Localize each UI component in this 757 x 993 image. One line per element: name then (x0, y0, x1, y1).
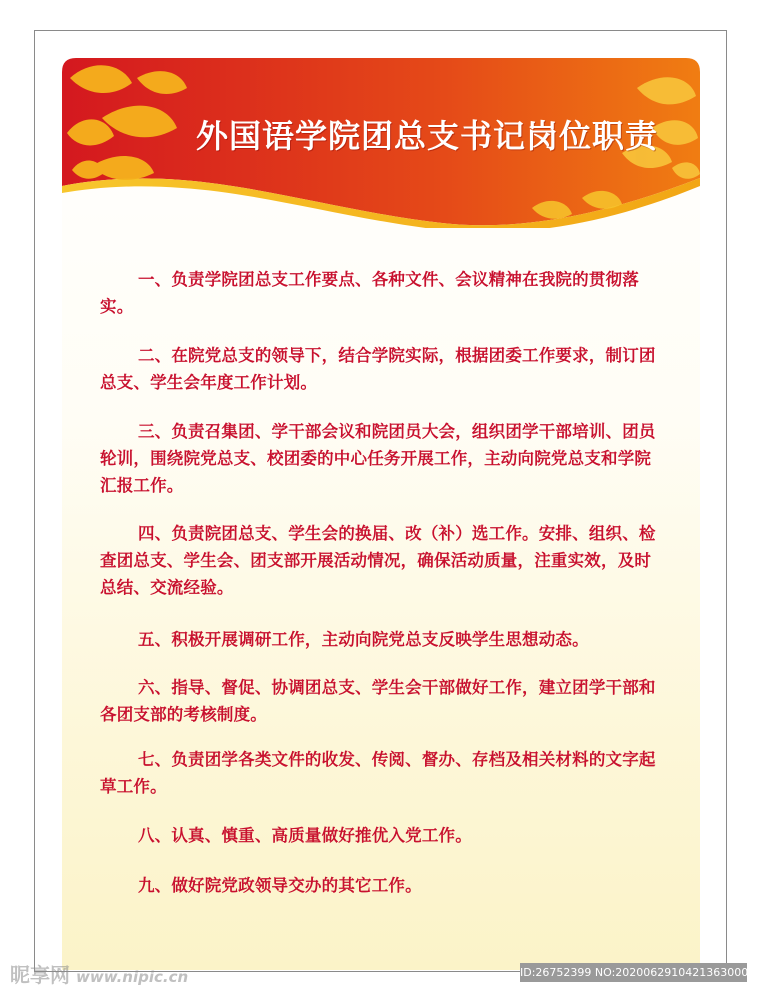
duty-item-6: 六、指导、督促、协调团总支、学生会干部做好工作，建立团学干部和各团支部的考核制度。 (100, 678, 656, 724)
watermark-brand-text: 昵享网 (10, 963, 70, 987)
duty-item-5: 五、积极开展调研工作，主动向院党总支反映学生思想动态。 (137, 630, 589, 649)
duty-item-1: 一、负责学院团总支工作要点、各种文件、会议精神在我院的贯彻落实。 (100, 270, 639, 316)
duty-item-3: 三、负责召集团、学干部会议和院团员大会，组织团学干部培训、团员轮训，围绕院党总支、校团委的中心任务开展工作，主动向院党总支和学院汇报工作。 (100, 422, 656, 495)
duty-item-8: 八、认真、慎重、高质量做好推优入党工作。 (137, 826, 472, 845)
duty-item-7: 七、负责团学各类文件的收发、传阅、督办、存档及相关材料的文字起草工作。 (100, 750, 656, 796)
duty-item-2: 二、在院党总支的领导下，结合学院实际，根据团委工作要求，制订团总支、学生会年度工作计划。 (100, 346, 656, 392)
watermark-brand (10, 959, 188, 988)
duty-item-4: 四、负责院团总支、学生会的换届、改（补）选工作。安排、组织、检查团总支、学生会、团支部开展活动情况，确保活动质量，注重实效，及时总结、交流经验。 (100, 524, 656, 597)
page-title: 外国语学院团总支书记岗位职责 (196, 117, 659, 155)
watermark-id: ID:26752399 NO:20200629104213630000 (520, 963, 747, 982)
watermark-url: www.nipic.cn (76, 968, 189, 986)
duty-item-9: 九、做好院党政领导交办的其它工作。 (137, 876, 422, 895)
